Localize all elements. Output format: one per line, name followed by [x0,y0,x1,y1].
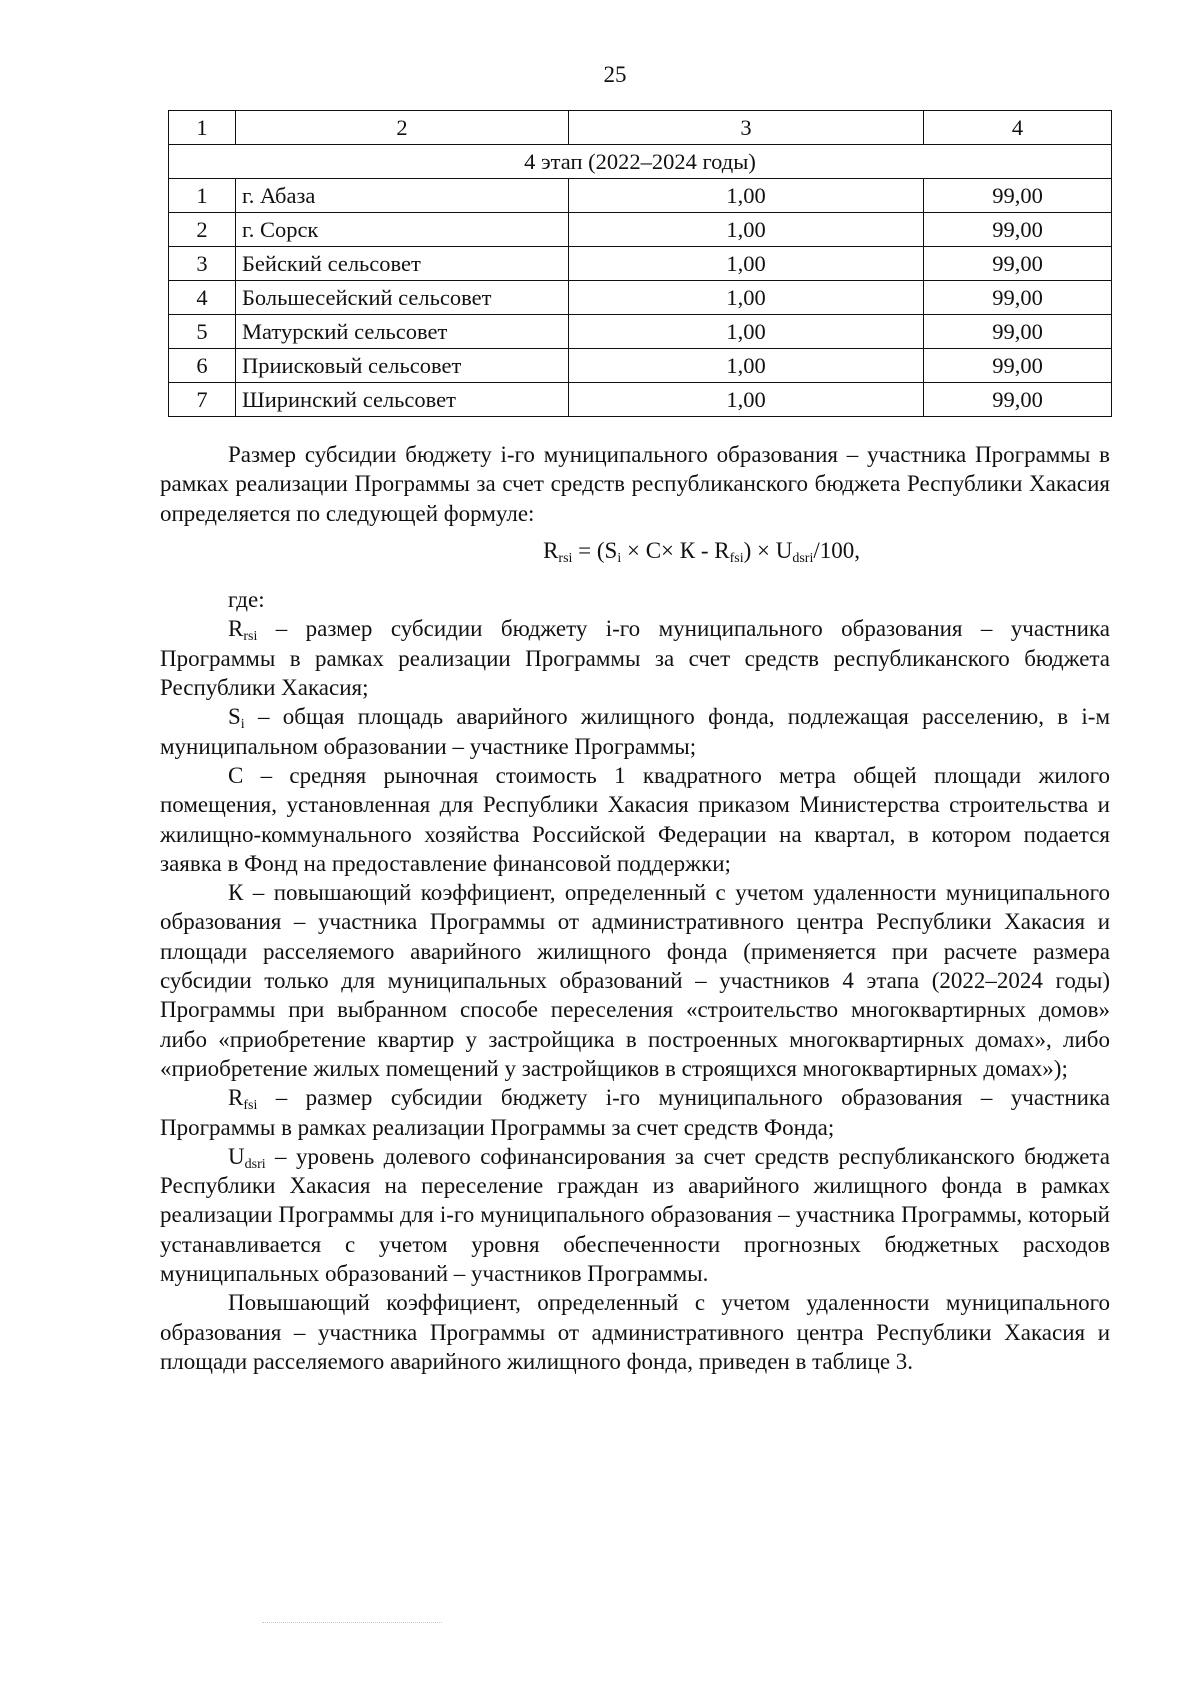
municipality-name: г. Абаза [236,179,569,213]
row-number: 1 [169,179,236,213]
definition-text: – размер субсидии бюджету i-го муниципального образования – участника Программы в рамках реализации Программы за счет средств республиканского бюджета Республики Хакасия; [160,616,1110,701]
definition-text: – размер субсидии бюджету i-го муниципального образования – участника Программы в рамках реализации Программы за счет средств Фонда; [160,1085,1110,1140]
formula-subscript: i [617,550,622,566]
definition [160,702,1110,761]
definition-text: – общая площадь аварийного жилищного фонда, подлежащая расселению, в i-м муниципальном образовании – участнике Программы; [160,704,1110,759]
municipality-name: Приисковый сельсовет [236,349,569,383]
table-row [169,315,1112,349]
definition [160,761,1110,878]
definition [160,878,1110,1083]
subsidy-table [168,110,1112,417]
value-col3: 1,00 [569,213,924,247]
value-col4: 99,00 [924,315,1112,349]
definition-symbol: U [228,1143,245,1169]
value-col3: 1,00 [569,247,924,281]
definition [160,1142,1110,1288]
definition [160,1083,1110,1142]
formula-subscript: fsi [729,550,744,566]
closing-paragraph: Повышающий коэффициент, определенный с учетом удаленности муниципального образования – участника Программы от административного центра Республики Хакасия и площади расселяемого аварийного жилищного фонда, приведен в таблице 3. [160,1290,1110,1374]
municipality-name: Матурский сельсовет [236,315,569,349]
table-row [169,281,1112,315]
definition-text: – уровень долевого софинансирования за счет средств республиканского бюджета Республики Хакасия на переселение граждан из аварийного жилищного фонда в рамках реализации Программы для i-го муниципального образования – участника Программы, который устанавливается с учетом уровня обеспеченности прогнозных бюджетных расходов муниципальных образований – участников Программы. [160,1143,1110,1287]
stage-row [169,145,1112,179]
table-row [169,213,1112,247]
definition-subscript: fsi [243,1098,258,1114]
formula-subscript: rsi [558,550,573,566]
formula-part: × С× К - R [621,537,730,563]
page-number: 25 [603,62,627,87]
formula [160,536,1110,565]
definition-subscript: i [240,717,245,733]
body-text [160,440,1110,1376]
table-row [169,247,1112,281]
value-col3: 1,00 [569,383,924,417]
definition-symbol: R [228,616,244,642]
municipality-name: Большесейский сельсовет [236,281,569,315]
definition [160,614,1110,702]
header-cell: 3 [569,111,924,145]
table-row [169,383,1112,417]
row-number: 4 [169,281,236,315]
definition-text: – повышающий коэффициент, определенный с учетом удаленности муниципального образования – участника Программы от административного центра Республики Хакасия и площади расселяемого аварийного жилищного фонда (применяется при расчете размера субсидии только для муниципальных образований – участников 4 этапа (2022–2024 годы) Программы при выбранном способе переселения «строительство многоквартирных домов» либо «приобретение квартир у застройщика в построенных многоквартирных домах», либо «приобретение жилых помещений у застройщиков в строящихся многоквартирных домах»); [160,880,1110,1081]
definition-subscript: dsri [244,1156,266,1172]
value-col4: 99,00 [924,179,1112,213]
where-label: где: [228,587,265,613]
table-row [169,349,1112,383]
definition-subscript: rsi [243,629,258,645]
stage-title: 4 этап (2022–2024 годы) [169,145,1112,179]
municipality-name: Бейский сельсовет [236,247,569,281]
formula-part: R [543,537,559,563]
value-col4: 99,00 [924,281,1112,315]
formula-part: ) × U [743,537,793,563]
row-number: 2 [169,213,236,247]
definition-symbol: S [228,704,241,730]
municipality-name: г. Сорск [236,213,569,247]
value-col3: 1,00 [569,179,924,213]
row-number: 3 [169,247,236,281]
row-number: 5 [169,315,236,349]
header-cell: 2 [236,111,569,145]
table-row [169,179,1112,213]
formula-part: /100, [813,537,860,563]
formula-part: = (S [572,537,618,563]
intro-paragraph: Размер субсидии бюджету i-го муниципального образования – участника Программы в рамках реализации Программы за счет средств республиканского бюджета Республики Хакасия определяется по следующей формуле: [160,442,1110,526]
row-number: 7 [169,383,236,417]
definition-symbol: С [228,762,244,788]
municipality-name: Ширинский сельсовет [236,383,569,417]
value-col4: 99,00 [924,349,1112,383]
value-col4: 99,00 [924,247,1112,281]
value-col4: 99,00 [924,383,1112,417]
row-number: 6 [169,349,236,383]
definition-text: – средняя рыночная стоимость 1 квадратного метра общей площади жилого помещения, установленная для Республики Хакасия приказом Министерства строительства и жилищно-коммунального хозяйства Российской Федерации на квартал, в котором подается заявка в Фонд на предоставление финансовой поддержки; [160,762,1110,876]
header-cell: 1 [169,111,236,145]
definition-symbol: К [228,880,244,906]
value-col3: 1,00 [569,349,924,383]
value-col4: 99,00 [924,213,1112,247]
scan-artifact [262,1622,442,1625]
value-col3: 1,00 [569,315,924,349]
value-col3: 1,00 [569,281,924,315]
definition-symbol: R [228,1085,244,1111]
formula-subscript: dsri [792,550,814,566]
header-cell: 4 [924,111,1112,145]
table-header-row [169,111,1112,145]
